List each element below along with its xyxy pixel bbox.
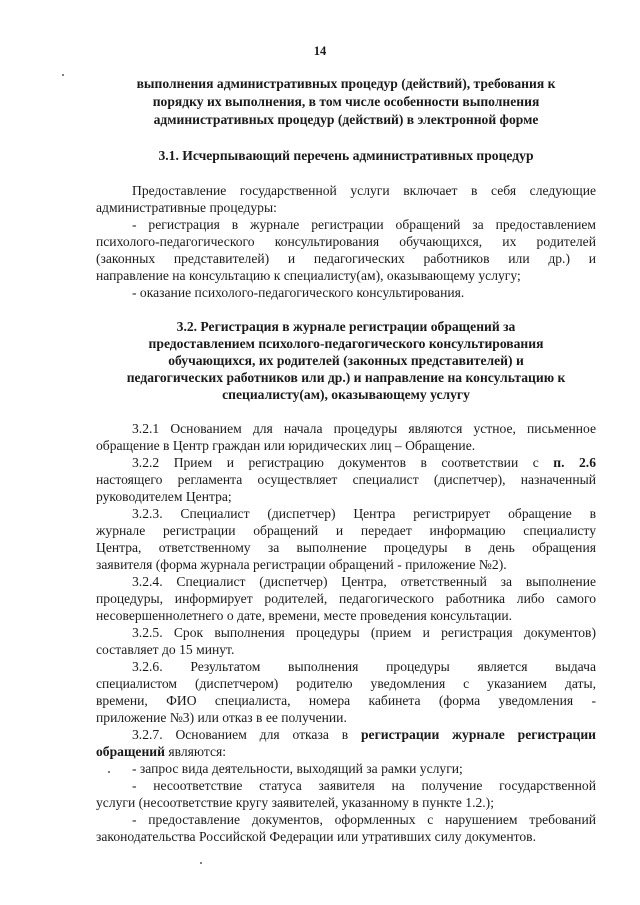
paragraph-line: заявителя (форма журнала регистрации обращений - приложение №2).: [96, 557, 507, 572]
paragraph-line: составляет до 15 минут.: [96, 642, 235, 657]
paragraph-line: 3.2.1 Основанием для начала процедуры являются устное, письменное: [132, 421, 596, 436]
paragraph-line: Предоставление государственной услуги включает в себя следующие: [132, 183, 596, 198]
reference-bold: п. 2.6: [553, 455, 597, 470]
page-number: 14: [313, 44, 327, 58]
paragraph-line: времени, ФИО специалиста, номера кабинета (форма уведомления -: [96, 693, 596, 708]
paragraph-line: 3.2.5. Срок выполнения процедуры (прием и регистрация документов): [132, 625, 596, 640]
paragraph-line: приложение №3) или отказ в ее получении.: [96, 710, 347, 725]
paragraph-text: 3.2.2 Прием и регистрацию документов в соответствии с: [132, 455, 539, 470]
paragraph-text: 3.2.7. Основанием для отказа в: [132, 727, 349, 742]
emphasis-bold: регистрации журнале регистрации: [361, 727, 596, 742]
paragraph-line: несовершеннолетнего о дате, времени, месте проведения консультации.: [96, 608, 513, 623]
section-3-2-title: специалисту(ам), оказывающему услугу: [222, 387, 470, 402]
paragraph-line: 3.2.3. Специалист (диспетчер) Центра регистрирует обращение в: [132, 506, 596, 521]
section-3-2-title: педагогических работников или др.) и направление на консультацию к: [126, 370, 566, 385]
paragraph-line: обращение в Центр граждан или юридических лиц – Обращение.: [96, 438, 476, 453]
list-item-line: направление на консультацию к специалисту(ам), оказывающему услугу;: [96, 268, 521, 283]
paragraph-line: настоящего регламента осуществляет специалист (диспетчер), назначенный: [96, 472, 596, 487]
paragraph-line: [96, 743, 596, 760]
list-item-line: - оказание психолого-педагогического консультирования.: [132, 285, 465, 300]
paragraph-line: 3.2.6. Результатом выполнения процедуры является выдача: [132, 659, 596, 674]
paragraph-line: специалистом (диспетчером) родителю уведомления с указанием даты,: [96, 676, 596, 691]
list-item-line: услуги (несоответствие кругу заявителей, указанному в пункте 1.2.);: [96, 795, 494, 810]
emphasis-bold: обращений: [96, 744, 165, 759]
paragraph-line: 3.2.4. Специалист (диспетчер) Центра, ответственный за выполнение: [132, 574, 596, 589]
list-item-line: - предоставление документов, оформленных с нарушением требований: [132, 812, 596, 827]
paragraph-line: журнале регистрации обращений и передает информацию специалисту: [96, 523, 596, 538]
paragraph-line: Центра, ответственному за выполнение процедуры в день обращения: [96, 540, 596, 555]
section-3-1-title: 3.1. Исчерпывающий перечень административных процедур: [158, 148, 534, 163]
list-item-line: психолого-педагогического консультирования обучающихся, их родителей: [96, 234, 596, 249]
list-item-line: законодательства Российской Федерации или утративших силу документов.: [96, 829, 536, 844]
header-line: административных процедур (действий) в электронной форме: [153, 112, 539, 127]
section-3-2-title: 3.2. Регистрация в журнале регистрации обращений за: [176, 319, 516, 334]
header-line: порядку их выполнения, в том числе особенности выполнения: [152, 94, 540, 109]
paragraph-line: руководителем Центра;: [96, 489, 232, 504]
list-item-line: - запрос вида деятельности, выходящий за рамки услуги;: [132, 761, 463, 776]
scan-speck: [62, 74, 64, 76]
paragraph-line: административные процедуры:: [96, 200, 277, 215]
list-item-line: (законных представителей) и педагогических работников или др.) и: [96, 251, 596, 266]
header-line: выполнения административных процедур (действий), требования к: [136, 76, 556, 91]
list-item-line: - несоответствие статуса заявителя на получение государственной: [132, 778, 596, 793]
list-item-line: - регистрация в журнале регистрации обращений за предоставлением: [132, 217, 596, 232]
section-3-2-title: предоставлением психолого-педагогического консультирования: [148, 336, 544, 351]
paragraph-line: [96, 726, 596, 743]
paragraph-line: процедуры, информирует родителей, педагогического работника либо самого: [96, 591, 596, 606]
paragraph-text: являются:: [168, 744, 227, 759]
section-3-2-title: обучающихся, их родителей (законных представителей) и: [168, 353, 524, 368]
scan-speck: [200, 862, 202, 864]
paragraph-line: [96, 454, 596, 471]
